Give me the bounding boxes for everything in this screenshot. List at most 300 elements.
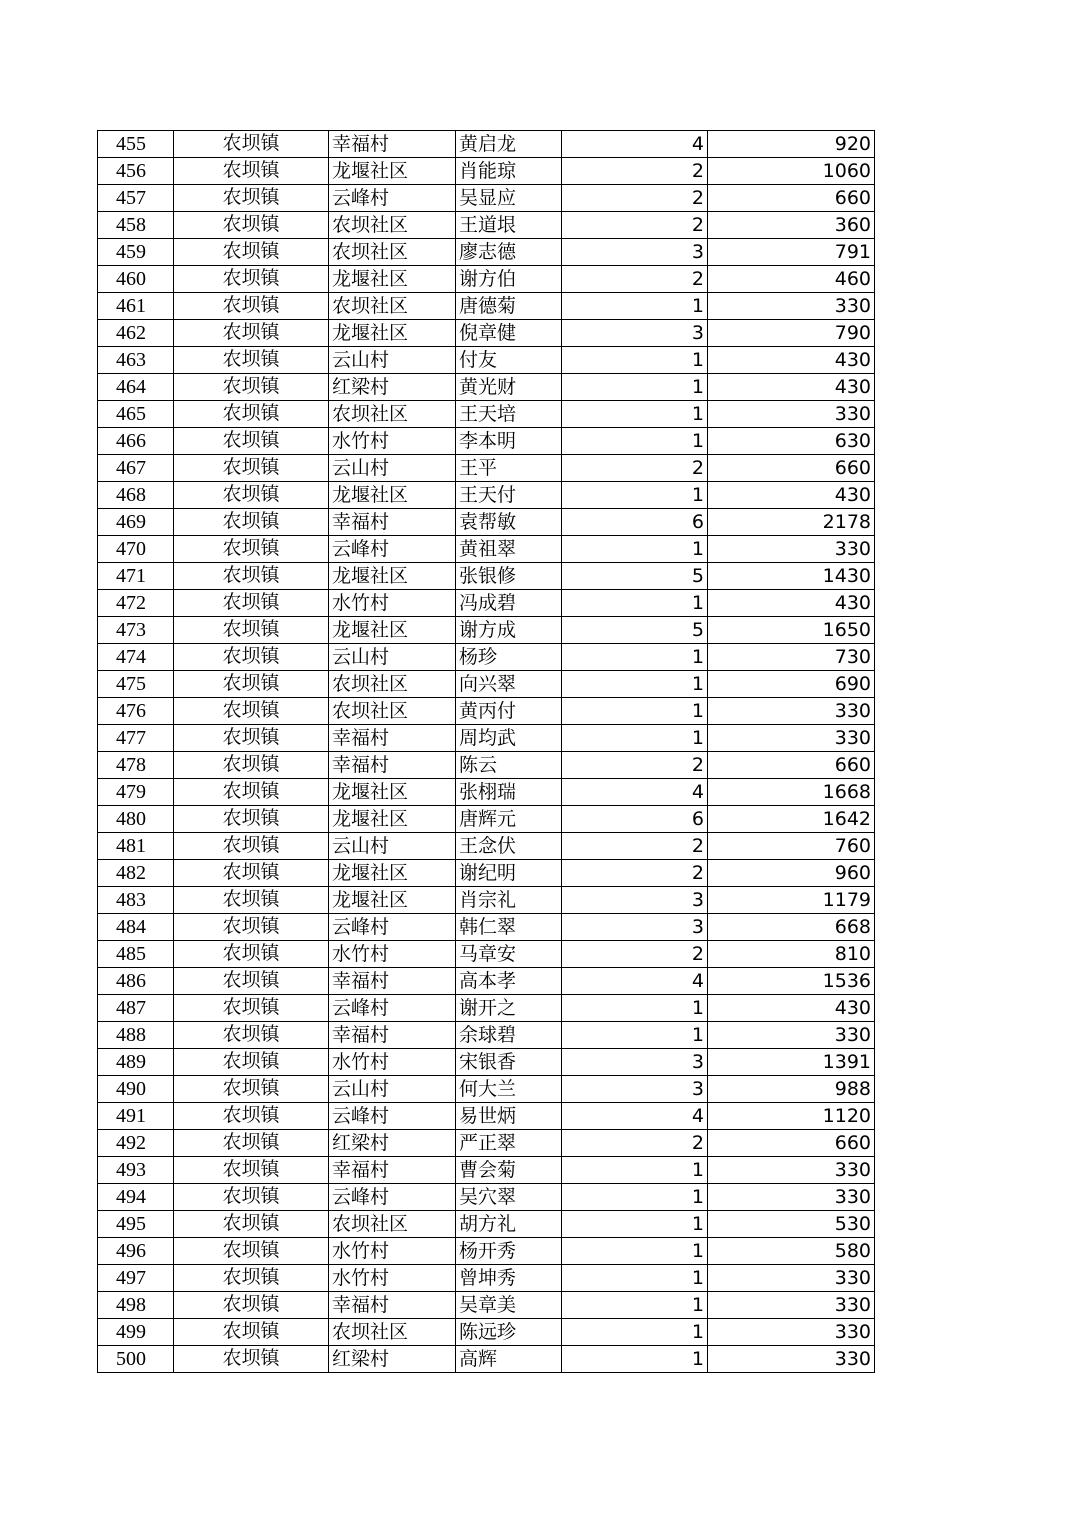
- row-number-cell: 459: [98, 239, 174, 266]
- name-cell: 谢开之: [456, 995, 562, 1022]
- amount-cell: 1179: [708, 887, 875, 914]
- village-cell: 红梁村: [329, 374, 456, 401]
- table-row: [98, 1238, 875, 1265]
- village-cell: 农坝社区: [329, 212, 456, 239]
- village-cell: 龙堰社区: [329, 887, 456, 914]
- village-cell: 水竹村: [329, 1265, 456, 1292]
- row-number-cell: 473: [98, 617, 174, 644]
- name-cell: 肖能琼: [456, 158, 562, 185]
- row-number-cell: 490: [98, 1076, 174, 1103]
- amount-cell: 1391: [708, 1049, 875, 1076]
- name-cell: 王平: [456, 455, 562, 482]
- town-cell: 农坝镇: [174, 1292, 329, 1319]
- row-number-cell: 474: [98, 644, 174, 671]
- amount-cell: 730: [708, 644, 875, 671]
- town-cell: 农坝镇: [174, 509, 329, 536]
- row-number-cell: 465: [98, 401, 174, 428]
- name-cell: 谢方成: [456, 617, 562, 644]
- name-cell: 高辉: [456, 1346, 562, 1373]
- village-cell: 幸福村: [329, 968, 456, 995]
- village-cell: 龙堰社区: [329, 779, 456, 806]
- table-row: [98, 941, 875, 968]
- household-count-cell: 1: [562, 293, 708, 320]
- table-row: [98, 1292, 875, 1319]
- row-number-cell: 495: [98, 1211, 174, 1238]
- town-cell: 农坝镇: [174, 266, 329, 293]
- village-cell: 水竹村: [329, 1238, 456, 1265]
- name-cell: 王天培: [456, 401, 562, 428]
- row-number-cell: 488: [98, 1022, 174, 1049]
- village-cell: 农坝社区: [329, 239, 456, 266]
- town-cell: 农坝镇: [174, 1022, 329, 1049]
- household-count-cell: 1: [562, 1319, 708, 1346]
- table-row: [98, 779, 875, 806]
- table-row: [98, 1157, 875, 1184]
- town-cell: 农坝镇: [174, 428, 329, 455]
- town-cell: 农坝镇: [174, 482, 329, 509]
- row-number-cell: 471: [98, 563, 174, 590]
- row-number-cell: 475: [98, 671, 174, 698]
- town-cell: 农坝镇: [174, 1157, 329, 1184]
- row-number-cell: 492: [98, 1130, 174, 1157]
- town-cell: 农坝镇: [174, 860, 329, 887]
- town-cell: 农坝镇: [174, 131, 329, 158]
- amount-cell: 430: [708, 374, 875, 401]
- table-row: [98, 617, 875, 644]
- amount-cell: 430: [708, 590, 875, 617]
- table-row: [98, 725, 875, 752]
- household-count-cell: 1: [562, 1184, 708, 1211]
- amount-cell: 2178: [708, 509, 875, 536]
- village-cell: 云山村: [329, 347, 456, 374]
- village-cell: 云山村: [329, 644, 456, 671]
- name-cell: 易世炳: [456, 1103, 562, 1130]
- table-row: [98, 698, 875, 725]
- village-cell: 云峰村: [329, 185, 456, 212]
- amount-cell: 920: [708, 131, 875, 158]
- row-number-cell: 463: [98, 347, 174, 374]
- town-cell: 农坝镇: [174, 563, 329, 590]
- row-number-cell: 499: [98, 1319, 174, 1346]
- household-count-cell: 2: [562, 1130, 708, 1157]
- household-count-cell: 6: [562, 806, 708, 833]
- town-cell: 农坝镇: [174, 1319, 329, 1346]
- name-cell: 张银修: [456, 563, 562, 590]
- village-cell: 龙堰社区: [329, 158, 456, 185]
- town-cell: 农坝镇: [174, 1049, 329, 1076]
- household-count-cell: 1: [562, 401, 708, 428]
- table-row: [98, 1049, 875, 1076]
- amount-cell: 330: [708, 1184, 875, 1211]
- table-body: [98, 131, 875, 1373]
- household-count-cell: 2: [562, 212, 708, 239]
- amount-cell: 330: [708, 1346, 875, 1373]
- row-number-cell: 468: [98, 482, 174, 509]
- table-row: [98, 158, 875, 185]
- amount-cell: 1430: [708, 563, 875, 590]
- town-cell: 农坝镇: [174, 1346, 329, 1373]
- household-count-cell: 1: [562, 1211, 708, 1238]
- table-row: [98, 212, 875, 239]
- household-count-cell: 1: [562, 347, 708, 374]
- amount-cell: 330: [708, 725, 875, 752]
- name-cell: 王念伏: [456, 833, 562, 860]
- name-cell: 余球碧: [456, 1022, 562, 1049]
- household-count-cell: 1: [562, 671, 708, 698]
- amount-cell: 330: [708, 1265, 875, 1292]
- name-cell: 马章安: [456, 941, 562, 968]
- row-number-cell: 478: [98, 752, 174, 779]
- village-cell: 幸福村: [329, 1292, 456, 1319]
- table-row: [98, 1265, 875, 1292]
- row-number-cell: 493: [98, 1157, 174, 1184]
- row-number-cell: 455: [98, 131, 174, 158]
- town-cell: 农坝镇: [174, 401, 329, 428]
- town-cell: 农坝镇: [174, 1103, 329, 1130]
- row-number-cell: 483: [98, 887, 174, 914]
- amount-cell: 690: [708, 671, 875, 698]
- name-cell: 胡方礼: [456, 1211, 562, 1238]
- household-count-cell: 4: [562, 1103, 708, 1130]
- table-row: [98, 968, 875, 995]
- name-cell: 周均武: [456, 725, 562, 752]
- table-row: [98, 374, 875, 401]
- household-count-cell: 1: [562, 1292, 708, 1319]
- village-cell: 农坝社区: [329, 1211, 456, 1238]
- household-count-cell: 1: [562, 590, 708, 617]
- village-cell: 龙堰社区: [329, 617, 456, 644]
- village-cell: 水竹村: [329, 428, 456, 455]
- amount-cell: 330: [708, 698, 875, 725]
- town-cell: 农坝镇: [174, 725, 329, 752]
- row-number-cell: 484: [98, 914, 174, 941]
- amount-cell: 1642: [708, 806, 875, 833]
- amount-cell: 530: [708, 1211, 875, 1238]
- town-cell: 农坝镇: [174, 833, 329, 860]
- name-cell: 陈云: [456, 752, 562, 779]
- table-row: [98, 995, 875, 1022]
- amount-cell: 330: [708, 536, 875, 563]
- village-cell: 幸福村: [329, 752, 456, 779]
- table-row: [98, 536, 875, 563]
- household-count-cell: 2: [562, 752, 708, 779]
- row-number-cell: 470: [98, 536, 174, 563]
- town-cell: 农坝镇: [174, 1076, 329, 1103]
- town-cell: 农坝镇: [174, 1211, 329, 1238]
- village-cell: 云峰村: [329, 1103, 456, 1130]
- table-row: [98, 1076, 875, 1103]
- town-cell: 农坝镇: [174, 347, 329, 374]
- name-cell: 曹会菊: [456, 1157, 562, 1184]
- row-number-cell: 467: [98, 455, 174, 482]
- row-number-cell: 460: [98, 266, 174, 293]
- amount-cell: 790: [708, 320, 875, 347]
- household-count-cell: 4: [562, 131, 708, 158]
- town-cell: 农坝镇: [174, 644, 329, 671]
- village-cell: 幸福村: [329, 509, 456, 536]
- amount-cell: 1120: [708, 1103, 875, 1130]
- table-row: [98, 185, 875, 212]
- town-cell: 农坝镇: [174, 968, 329, 995]
- name-cell: 宋银香: [456, 1049, 562, 1076]
- household-count-cell: 3: [562, 320, 708, 347]
- household-count-cell: 2: [562, 455, 708, 482]
- town-cell: 农坝镇: [174, 617, 329, 644]
- village-cell: 云山村: [329, 1076, 456, 1103]
- table-row: [98, 860, 875, 887]
- table-row: [98, 1319, 875, 1346]
- town-cell: 农坝镇: [174, 887, 329, 914]
- table-row: [98, 833, 875, 860]
- table-row: [98, 914, 875, 941]
- amount-cell: 430: [708, 482, 875, 509]
- village-cell: 龙堰社区: [329, 320, 456, 347]
- name-cell: 高本孝: [456, 968, 562, 995]
- name-cell: 王道垠: [456, 212, 562, 239]
- town-cell: 农坝镇: [174, 185, 329, 212]
- table-row: [98, 401, 875, 428]
- amount-cell: 330: [708, 1319, 875, 1346]
- amount-cell: 760: [708, 833, 875, 860]
- name-cell: 唐德菊: [456, 293, 562, 320]
- town-cell: 农坝镇: [174, 779, 329, 806]
- row-number-cell: 469: [98, 509, 174, 536]
- table-row: [98, 347, 875, 374]
- name-cell: 陈远珍: [456, 1319, 562, 1346]
- row-number-cell: 479: [98, 779, 174, 806]
- town-cell: 农坝镇: [174, 995, 329, 1022]
- name-cell: 黄光财: [456, 374, 562, 401]
- table-row: [98, 563, 875, 590]
- name-cell: 黄启龙: [456, 131, 562, 158]
- household-count-cell: 3: [562, 239, 708, 266]
- amount-cell: 430: [708, 995, 875, 1022]
- village-cell: 云峰村: [329, 914, 456, 941]
- household-count-cell: 3: [562, 887, 708, 914]
- table-row: [98, 644, 875, 671]
- table-row: [98, 1346, 875, 1373]
- name-cell: 何大兰: [456, 1076, 562, 1103]
- household-count-cell: 1: [562, 1238, 708, 1265]
- amount-cell: 660: [708, 455, 875, 482]
- household-count-cell: 1: [562, 428, 708, 455]
- row-number-cell: 489: [98, 1049, 174, 1076]
- village-cell: 龙堰社区: [329, 860, 456, 887]
- town-cell: 农坝镇: [174, 1184, 329, 1211]
- town-cell: 农坝镇: [174, 374, 329, 401]
- amount-cell: 1536: [708, 968, 875, 995]
- name-cell: 韩仁翠: [456, 914, 562, 941]
- name-cell: 付友: [456, 347, 562, 374]
- household-count-cell: 1: [562, 995, 708, 1022]
- household-count-cell: 3: [562, 1049, 708, 1076]
- village-cell: 云峰村: [329, 995, 456, 1022]
- table-row: [98, 671, 875, 698]
- household-count-cell: 3: [562, 1076, 708, 1103]
- name-cell: 肖宗礼: [456, 887, 562, 914]
- household-count-cell: 4: [562, 968, 708, 995]
- name-cell: 吴显应: [456, 185, 562, 212]
- village-cell: 云峰村: [329, 536, 456, 563]
- household-count-cell: 1: [562, 536, 708, 563]
- household-count-cell: 2: [562, 266, 708, 293]
- amount-cell: 791: [708, 239, 875, 266]
- row-number-cell: 458: [98, 212, 174, 239]
- village-cell: 水竹村: [329, 1049, 456, 1076]
- village-cell: 农坝社区: [329, 293, 456, 320]
- amount-cell: 460: [708, 266, 875, 293]
- table-row: [98, 482, 875, 509]
- village-cell: 农坝社区: [329, 671, 456, 698]
- amount-cell: 660: [708, 752, 875, 779]
- village-cell: 水竹村: [329, 941, 456, 968]
- table-row: [98, 239, 875, 266]
- village-cell: 农坝社区: [329, 698, 456, 725]
- table-row: [98, 752, 875, 779]
- household-count-cell: 1: [562, 374, 708, 401]
- amount-cell: 330: [708, 1157, 875, 1184]
- name-cell: 向兴翠: [456, 671, 562, 698]
- household-count-cell: 2: [562, 833, 708, 860]
- row-number-cell: 461: [98, 293, 174, 320]
- amount-cell: 330: [708, 1292, 875, 1319]
- table-row: [98, 509, 875, 536]
- table-row: [98, 1130, 875, 1157]
- table-row: [98, 455, 875, 482]
- name-cell: 曾坤秀: [456, 1265, 562, 1292]
- village-cell: 农坝社区: [329, 401, 456, 428]
- row-number-cell: 457: [98, 185, 174, 212]
- name-cell: 唐辉元: [456, 806, 562, 833]
- row-number-cell: 496: [98, 1238, 174, 1265]
- row-number-cell: 464: [98, 374, 174, 401]
- row-number-cell: 485: [98, 941, 174, 968]
- household-count-cell: 1: [562, 644, 708, 671]
- village-cell: 红梁村: [329, 1130, 456, 1157]
- village-cell: 龙堰社区: [329, 806, 456, 833]
- village-cell: 龙堰社区: [329, 482, 456, 509]
- table-row: [98, 320, 875, 347]
- household-count-cell: 1: [562, 1265, 708, 1292]
- household-count-cell: 1: [562, 725, 708, 752]
- household-count-cell: 5: [562, 617, 708, 644]
- amount-cell: 360: [708, 212, 875, 239]
- name-cell: 冯成碧: [456, 590, 562, 617]
- town-cell: 农坝镇: [174, 752, 329, 779]
- household-count-cell: 5: [562, 563, 708, 590]
- amount-cell: 330: [708, 401, 875, 428]
- town-cell: 农坝镇: [174, 914, 329, 941]
- table-row: [98, 293, 875, 320]
- household-count-cell: 2: [562, 185, 708, 212]
- village-cell: 幸福村: [329, 1022, 456, 1049]
- row-number-cell: 491: [98, 1103, 174, 1130]
- amount-cell: 960: [708, 860, 875, 887]
- table-row: [98, 1103, 875, 1130]
- household-count-cell: 1: [562, 1157, 708, 1184]
- name-cell: 王天付: [456, 482, 562, 509]
- table-row: [98, 428, 875, 455]
- table-row: [98, 590, 875, 617]
- village-cell: 龙堰社区: [329, 563, 456, 590]
- amount-cell: 330: [708, 293, 875, 320]
- household-count-cell: 1: [562, 482, 708, 509]
- row-number-cell: 482: [98, 860, 174, 887]
- village-cell: 农坝社区: [329, 1319, 456, 1346]
- town-cell: 农坝镇: [174, 239, 329, 266]
- household-count-cell: 6: [562, 509, 708, 536]
- town-cell: 农坝镇: [174, 293, 329, 320]
- name-cell: 李本明: [456, 428, 562, 455]
- row-number-cell: 466: [98, 428, 174, 455]
- row-number-cell: 487: [98, 995, 174, 1022]
- name-cell: 张栩瑞: [456, 779, 562, 806]
- town-cell: 农坝镇: [174, 212, 329, 239]
- table-row: [98, 1022, 875, 1049]
- village-cell: 幸福村: [329, 1157, 456, 1184]
- town-cell: 农坝镇: [174, 1130, 329, 1157]
- town-cell: 农坝镇: [174, 698, 329, 725]
- row-number-cell: 498: [98, 1292, 174, 1319]
- village-cell: 云山村: [329, 833, 456, 860]
- town-cell: 农坝镇: [174, 671, 329, 698]
- name-cell: 黄丙付: [456, 698, 562, 725]
- household-count-cell: 1: [562, 1346, 708, 1373]
- amount-cell: 988: [708, 1076, 875, 1103]
- household-count-cell: 1: [562, 1022, 708, 1049]
- name-cell: 杨珍: [456, 644, 562, 671]
- name-cell: 廖志德: [456, 239, 562, 266]
- village-cell: 云峰村: [329, 1184, 456, 1211]
- table-row: [98, 266, 875, 293]
- town-cell: 农坝镇: [174, 1238, 329, 1265]
- row-number-cell: 497: [98, 1265, 174, 1292]
- amount-cell: 630: [708, 428, 875, 455]
- town-cell: 农坝镇: [174, 590, 329, 617]
- amount-cell: 810: [708, 941, 875, 968]
- household-count-cell: 2: [562, 941, 708, 968]
- town-cell: 农坝镇: [174, 941, 329, 968]
- village-cell: 红梁村: [329, 1346, 456, 1373]
- town-cell: 农坝镇: [174, 158, 329, 185]
- name-cell: 吴章美: [456, 1292, 562, 1319]
- row-number-cell: 476: [98, 698, 174, 725]
- household-count-cell: 2: [562, 158, 708, 185]
- row-number-cell: 456: [98, 158, 174, 185]
- town-cell: 农坝镇: [174, 806, 329, 833]
- household-count-cell: 4: [562, 779, 708, 806]
- table-row: [98, 887, 875, 914]
- table-row: [98, 1211, 875, 1238]
- amount-cell: 660: [708, 185, 875, 212]
- name-cell: 倪章健: [456, 320, 562, 347]
- town-cell: 农坝镇: [174, 320, 329, 347]
- name-cell: 严正翠: [456, 1130, 562, 1157]
- name-cell: 杨开秀: [456, 1238, 562, 1265]
- household-count-cell: 1: [562, 698, 708, 725]
- row-number-cell: 462: [98, 320, 174, 347]
- amount-cell: 668: [708, 914, 875, 941]
- table-row: [98, 131, 875, 158]
- relief-list-table: [97, 130, 875, 1373]
- household-count-cell: 2: [562, 860, 708, 887]
- amount-cell: 1650: [708, 617, 875, 644]
- row-number-cell: 472: [98, 590, 174, 617]
- name-cell: 黄祖翠: [456, 536, 562, 563]
- row-number-cell: 500: [98, 1346, 174, 1373]
- amount-cell: 330: [708, 1022, 875, 1049]
- amount-cell: 580: [708, 1238, 875, 1265]
